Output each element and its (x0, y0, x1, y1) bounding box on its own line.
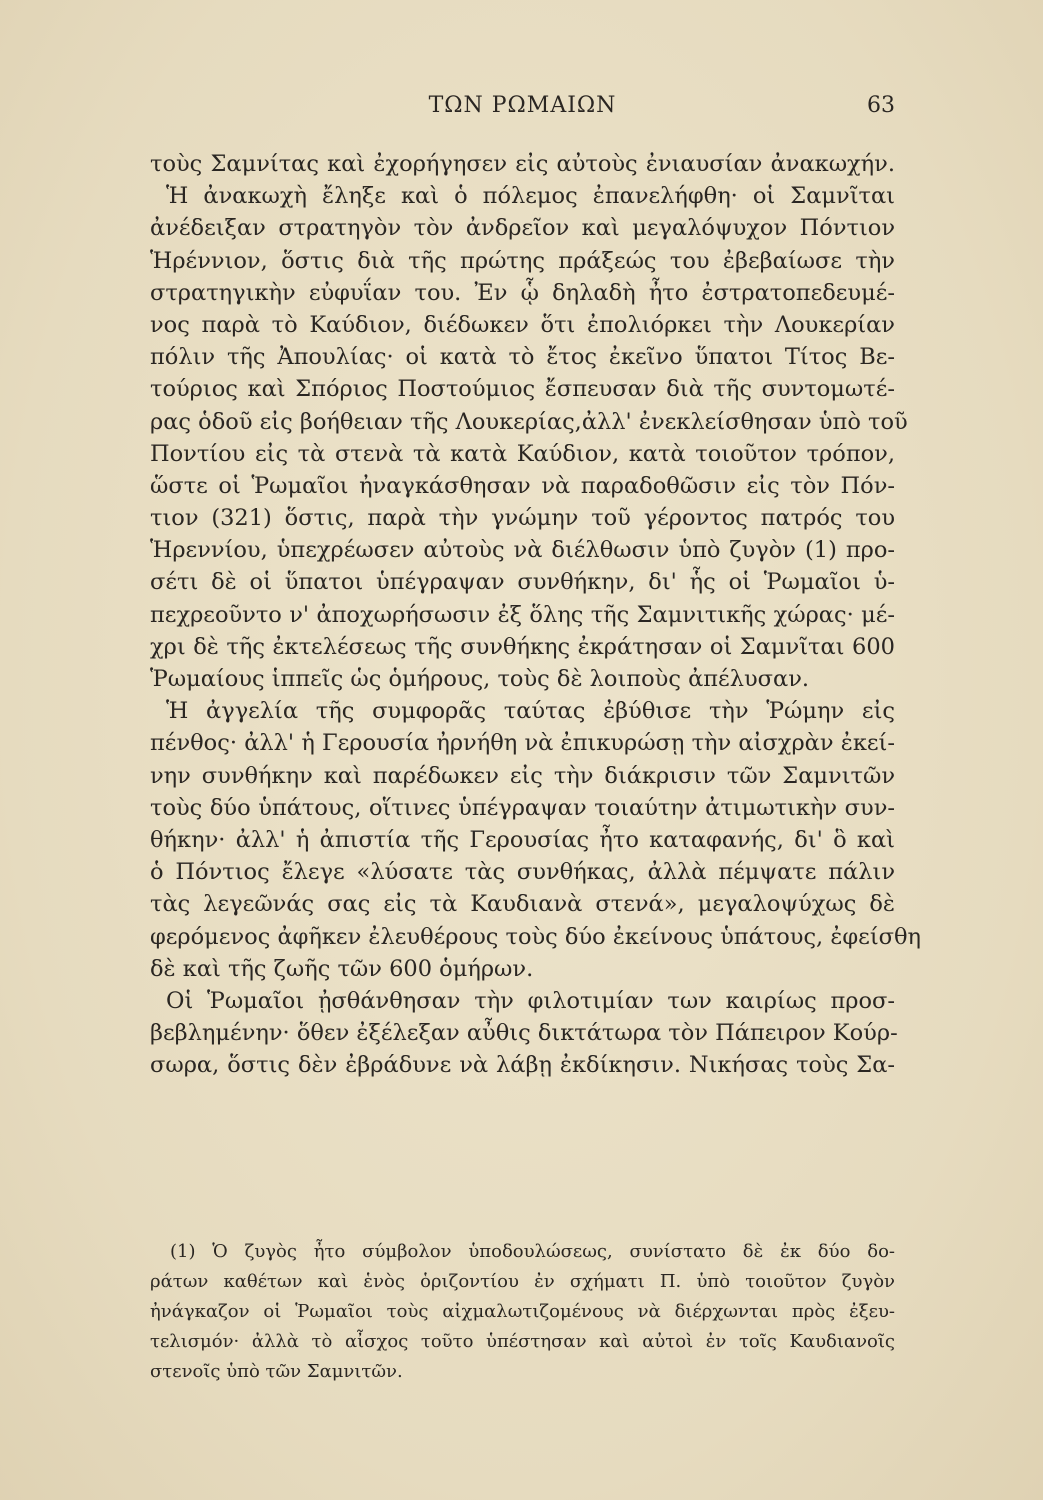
main-text (150, 148, 922, 1081)
text-line: σωρα, ὅστις δὲν ἐβράδυνε νὰ λάβῃ ἐκδίκησιν. Νικήσας τοὺς Σα- (150, 1052, 895, 1079)
text-line: τὰς λεγεῶνάς σας εἰς τὰ Καυδιανὰ στενά», μεγαλοψύχως δὲ (150, 891, 895, 918)
text-line: τοὺς δύο ὑπάτους, οἵτινες ὑπέγραψαν τοιαύτην ἀτιμωτικὴν συν- (150, 794, 895, 821)
text-line: τούριος καὶ Σπόριος Ποστούμιος ἔσπευσαν διὰ τῆς συντομωτέ- (150, 376, 895, 403)
text-line: βεβλημένην· ὅθεν ἐξέλεξαν αὖθις δικτάτωρα τὸν Πάπειρον Κούρ- (150, 1020, 898, 1047)
text-line: ὥστε οἱ Ῥωμαῖοι ἠναγκάσθησαν νὰ παραδοθῶσιν εἰς τὸν Πόν- (150, 472, 895, 499)
footnote-line: (1) Ὁ ζυγὸς ἦτο σύμβολον ὑποδουλώσεως, συνίστατο δὲ ἐκ δύο δο- (170, 1241, 895, 1262)
text-line: ὁ Πόντιος ἔλεγε «λύσατε τὰς συνθήκας, ἀλλὰ πέμψατε πάλιν (150, 859, 895, 886)
text-line: φερόμενος ἀφῆκεν ἐλευθέρους τοὺς δύο ἐκείνους ὑπάτους, ἐφείσθη (150, 923, 922, 950)
text-line: στρατηγικὴν εὐφυΐαν του. Ἐν ᾧ δηλαδὴ ἦτο ἐστρατοπεδευμέ- (150, 279, 895, 306)
text-line: Ἡρέννιον, ὅστις διὰ τῆς πρώτης πράξεώς του ἐβεβαίωσε τὴν (150, 247, 895, 274)
page-number: 63 (867, 93, 895, 118)
text-line: Ἡρεννίου, ὑπεχρέωσεν αὐτοὺς νὰ διέλθωσιν ὑπὸ ζυγὸν (1) προ- (150, 537, 895, 564)
text-line: δὲ καὶ τῆς ζωῆς τῶν 600 ὁμήρων. (150, 955, 534, 982)
text-line: νην συνθήκην καὶ παρέδωκεν εἰς τὴν διάκρισιν τῶν Σαμνιτῶν (150, 762, 895, 789)
text-line: Οἱ Ῥωμαῖοι ᾐσθάνθησαν τὴν φιλοτιμίαν των καιρίως προσ- (166, 987, 895, 1014)
text-line: Ποντίου εἰς τὰ στενὰ τὰ κατὰ Καύδιον, κατὰ τοιοῦτον τρόπον, (150, 440, 895, 467)
text-line: τοὺς Σαμνίτας καὶ ἐχορήγησεν εἰς αὐτοὺς ἐνιαυσίαν ἀνακωχήν. (150, 151, 895, 177)
text-line: Ἡ ἀγγελία τῆς συμφορᾶς ταύτας ἐβύθισε τὴν Ῥώμην εἰς (166, 698, 895, 725)
text-line: χρι δὲ τῆς ἐκτελέσεως τῆς συνθήκης ἐκράτησαν οἱ Σαμνῖται 600 (150, 633, 895, 660)
footnote-line: στενοῖς ὑπὸ τῶν Σαμνιτῶν. (150, 1361, 403, 1382)
text-line: ἀνέδειξαν στρατηγὸν τὸν ἀνδρεῖον καὶ μεγαλόψυχον Πόντιον (150, 215, 895, 242)
text-line: ρας ὁδοῦ εἰς βοήθειαν τῆς Λουκερίας,ἀλλ' ἐνεκλείσθησαν ὑπὸ τοῦ (150, 408, 908, 435)
text-line: θήκην· ἀλλ' ἡ ἀπιστία τῆς Γερουσίας ἦτο καταφανής, δι' ὃ καὶ (150, 826, 895, 853)
text-line: νος παρὰ τὸ Καύδιον, διέδωκεν ὅτι ἐπολιόρκει τὴν Λουκερίαν (150, 311, 895, 338)
footnote-line: τελισμόν· ἀλλὰ τὸ αἶσχος τοῦτο ὑπέστησαν καὶ αὐτοὶ ἐν τοῖς Καυδιανοῖς (150, 1331, 895, 1352)
text-line: Ἡ ἀνακωχὴ ἔληξε καὶ ὁ πόλεμος ἐπανελήφθη· οἱ Σαμνῖται (166, 183, 895, 210)
text-line: Ῥωμαίους ἱππεῖς ὡς ὁμήρους, τοὺς δὲ λοιποὺς ἀπέλυσαν. (150, 666, 810, 692)
text-line: πεχρεοῦντο ν' ἀποχωρήσωσιν ἐξ ὅλης τῆς Σαμνιτικῆς χώρας· μέ- (150, 601, 895, 628)
text-line: σέτι δὲ οἱ ὕπατοι ὑπέγραψαν συνθήκην, δι' ἧς οἱ Ῥωμαῖοι ὑ- (150, 569, 895, 596)
text-line: πένθος· ἀλλ' ἡ Γερουσία ἠρνήθη νὰ ἐπικυρώσῃ τὴν αἰσχρὰν ἐκεί- (150, 730, 895, 757)
text-line: πόλιν τῆς Ἀπουλίας· οἱ κατὰ τὸ ἔτος ἐκεῖνο ὕπατοι Τίτος Βε- (150, 344, 895, 371)
running-title: ΤΩΝ ΡΩΜΑΙΩΝ (428, 93, 617, 118)
footnotes (150, 1237, 895, 1387)
footnote-line: ἠνάγκαζον οἱ Ῥωμαῖοι τοὺς αἰχμαλωτιζομένους νὰ διέρχωνται πρὸς ἐξευ- (150, 1301, 895, 1322)
footnote-line: ράτων καθέτων καὶ ἑνὸς ὁριζοντίου ἐν σχήματι Π. ὑπὸ τοιοῦτον ζυγὸν (150, 1271, 895, 1292)
page-header (150, 93, 895, 133)
text-line: τιον (321) ὅστις, παρὰ τὴν γνώμην τοῦ γέροντος πατρός του (150, 505, 895, 532)
